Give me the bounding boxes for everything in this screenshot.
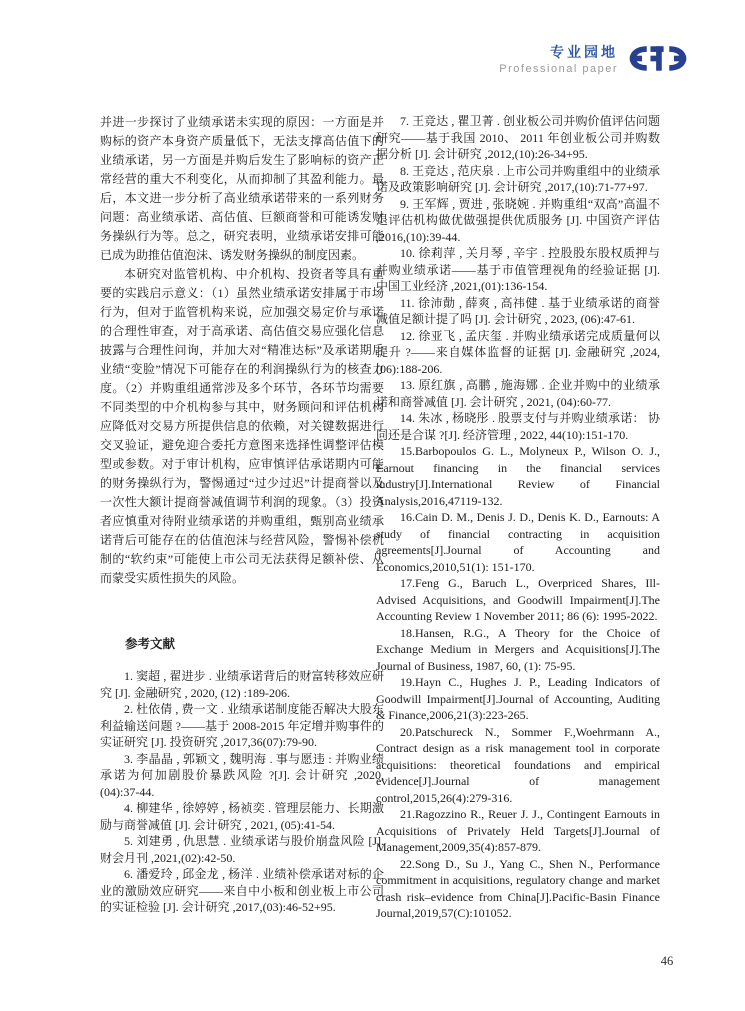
reference-item: 16.Cain D. M., Denis J. D., Denis K. D., Earnouts: A study of financial contracting in acquisition agreements[J].Journal of Accounting and Economics,2010,51(1): 151-170. — [376, 510, 660, 574]
reference-item: 8. 王竞达 , 范庆泉 . 上市公司并购重组中的业绩承诺及政策影响研究 [J]. 会计研究 ,2017,(10):71-77+97. — [376, 163, 660, 194]
reference-item: 12. 徐亚飞 , 孟庆玺 . 并购业绩承诺完成质量何以提升 ?——来自媒体监督的证据 [J]. 金融研究 ,2024,(06):188-206. — [376, 328, 660, 376]
column-title-en: Professional paper — [499, 63, 618, 75]
column-title-zh: 专业园地 — [550, 44, 618, 60]
reference-item: 1. 窦超 , 翟进步 . 业绩承诺背后的财富转移效应研究 [J]. 金融研究 , 2020, (12) :189-206. — [100, 669, 384, 700]
paragraph: 本研究对监管机构、中介机构、投资者等具有重要的实践启示意义：（1）虽然业绩承诺安排属于市场行为，但对于监管机构来说，应加强交易定价与承诺的合理性审查，对于高承诺、高估值交易应强化信息披露与合理性问询，并加大对“精准达标”及承诺期后业绩“变脸”情况下可能存在的利润操纵行为的核查力度。（2）并购重组通常涉及多个环节，各环节均需要不同类型的中介机构参与其中，财务顾问和评估机构应降低对交易方所提供信息的依赖，对关键数据进行交叉验证，避免迎合委托方意图来选择性调整评估模型或参数。对于审计机构，应审慎评估承诺期内可能的财务操纵行为，警惕通过“过少过迟”计提商誉以及一次性大额计提商誉减值调节利润的现象。（3）投资者应慎重对待附业绩承诺的并购重组，甄别高业绩承诺背后可能存在的估值泡沫与经营风险，警惕补偿机制的“软约束”可能使上市公司无法获得足额补偿、从而蒙受实质性损失的风险。 — [100, 267, 384, 585]
page-header — [499, 42, 689, 75]
column-banner — [499, 42, 618, 75]
reference-item: 14. 朱冰 , 杨晓彤 . 股票支付与并购业绩承诺： 协同还是合谋 ?[J]. 经济管理 , 2022, 44(10):151-170. — [376, 411, 660, 442]
reference-item: 6. 潘爱玲 , 邱金龙 , 杨洋 . 业绩补偿承诺对标的企业的激励效应研究——来自中小板和创业板上市公司的实证检验 [J]. 会计研究 ,2017,(03):46-52+95. — [100, 867, 384, 914]
reference-item: 17.Feng G., Baruch L., Overpriced Shares, Ill-Advised Acquisitions, and Goodwill Impairment[J].The Accounting Review 1 November 2011; 86 (6): 1995-2022. — [376, 576, 660, 623]
paragraph: 并进一步探讨了业绩承诺未实现的原因：一方面是并购标的资产本身资产质量低下，无法支撑高估值下的业绩承诺，另一方面是并购后发生了影响标的资产正常经营的重大不利变化，从而抑制了其盈利能力。最后，本文进一步分析了高业绩承诺带来的一系列财务问题：高业绩承诺、高估值、巨额商誉和可能诱发财务操纵行为等。总之，研究表明，业绩承诺安排可能已成为助推估值泡沫、诱发财务操纵的制度因素。 — [100, 115, 384, 262]
reference-item: 11. 徐沛勣 , 薛爽 , 高祎健 . 基于业绩承诺的商誉减值足额计提了吗 [J]. 会计研究 , 2023, (06):47-61. — [376, 295, 660, 326]
reference-item: 19.Hayn C., Hughes J. P., Leading Indicators of Goodwill Impairment[J].Journal of Accounting, Auditing & Finance,2006,21(3):223-265. — [376, 675, 660, 722]
left-column — [100, 113, 384, 916]
reference-item: 13. 原红旗 , 高鹏 , 施海娜 . 企业并购中的业绩承诺和商誉减值 [J]. 会计研究 , 2021, (04):60-77. — [376, 378, 660, 409]
reference-item: 22.Song D., Su J., Yang C., Shen N., Performance commitment in acquisitions, regulatory change and market crash risk–evidence from China[J].Pacific-Basin Finance Journal,2019,57(C):101052. — [376, 856, 660, 920]
reference-item: 4. 柳建华 , 徐婷婷 , 杨祯奕 . 管理层能力、长期激励与商誉减值 [J]. 会计研究 , 2021, (05):41-54. — [100, 801, 384, 832]
page-number: 46 — [660, 954, 674, 968]
reference-item: 7. 王竞达 , 瞿卫菁 . 创业板公司并购价值评估问题研究——基于我国 2010、 2011 年创业板公司并购数据分析 [J]. 会计研究 ,2012,(10):26-34+95. — [376, 114, 660, 161]
reference-item: 15.Barbopoulos G. L., Molyneux P., Wilson O. J., Earnout financing in the financial services industry[J].International Review of Financial Analysis,2016,47119-132. — [376, 444, 660, 508]
journal-logo-icon — [627, 43, 689, 74]
reference-item: 20.Patschureck N., Sommer F.,Woehrmann A., Contract design as a risk management tool in corporate acquisitions: theoretical foundations and empirical evidence[J].Journal of management control,2015,26(4):279-316. — [376, 724, 660, 805]
reference-item: 3. 李晶晶 , 郭颖文 , 魏明海 . 事与愿违 : 并购业绩承诺为何加剧股价暴跌风险 ?[J]. 会计研究 ,2020,(04):37-44. — [100, 751, 384, 799]
references-heading: 参考文献 — [125, 637, 176, 651]
reference-item: 18.Hansen, R.G., A Theory for the Choice of Exchange Medium in Mergers and Acquisitions[J].The Journal of Business, 1987, 60, (1): 75-95. — [376, 625, 660, 673]
reference-item: 2. 杜依倩 , 费一文 . 业绩承诺制度能否解决大股东利益输送问题 ?——基于 2008-2015 年定增并购事件的实证研究 [J]. 投资研究 ,2017,36(07):79-90. — [100, 702, 384, 749]
reference-item: 10. 徐莉萍 , 关月琴 , 辛宇 . 控股股东股权质押与并购业绩承诺——基于市值管理视角的经验证据 [J]. 中国工业经济 ,2021,(01):136-154. — [376, 246, 660, 293]
reference-item: 21.Ragozzino R., Reuer J. J., Contingent Earnouts in Acquisitions of Privately Held Targets[J].Journal of Management,2009,35(4):857-879. — [376, 807, 660, 854]
reference-item: 9. 王军辉 , 贾进 , 张晓婉 . 并购重组“双高”高温不退评估机构做优做强提供优质服务 [J]. 中国资产评估 ,2016,(10):39-44. — [376, 196, 660, 244]
right-column — [376, 113, 660, 922]
reference-item: 5. 刘建勇 , 仇思慧 . 业绩承诺与股价崩盘风险 [J]. 财会月刊 ,2021,(02):42-50. — [100, 834, 384, 865]
